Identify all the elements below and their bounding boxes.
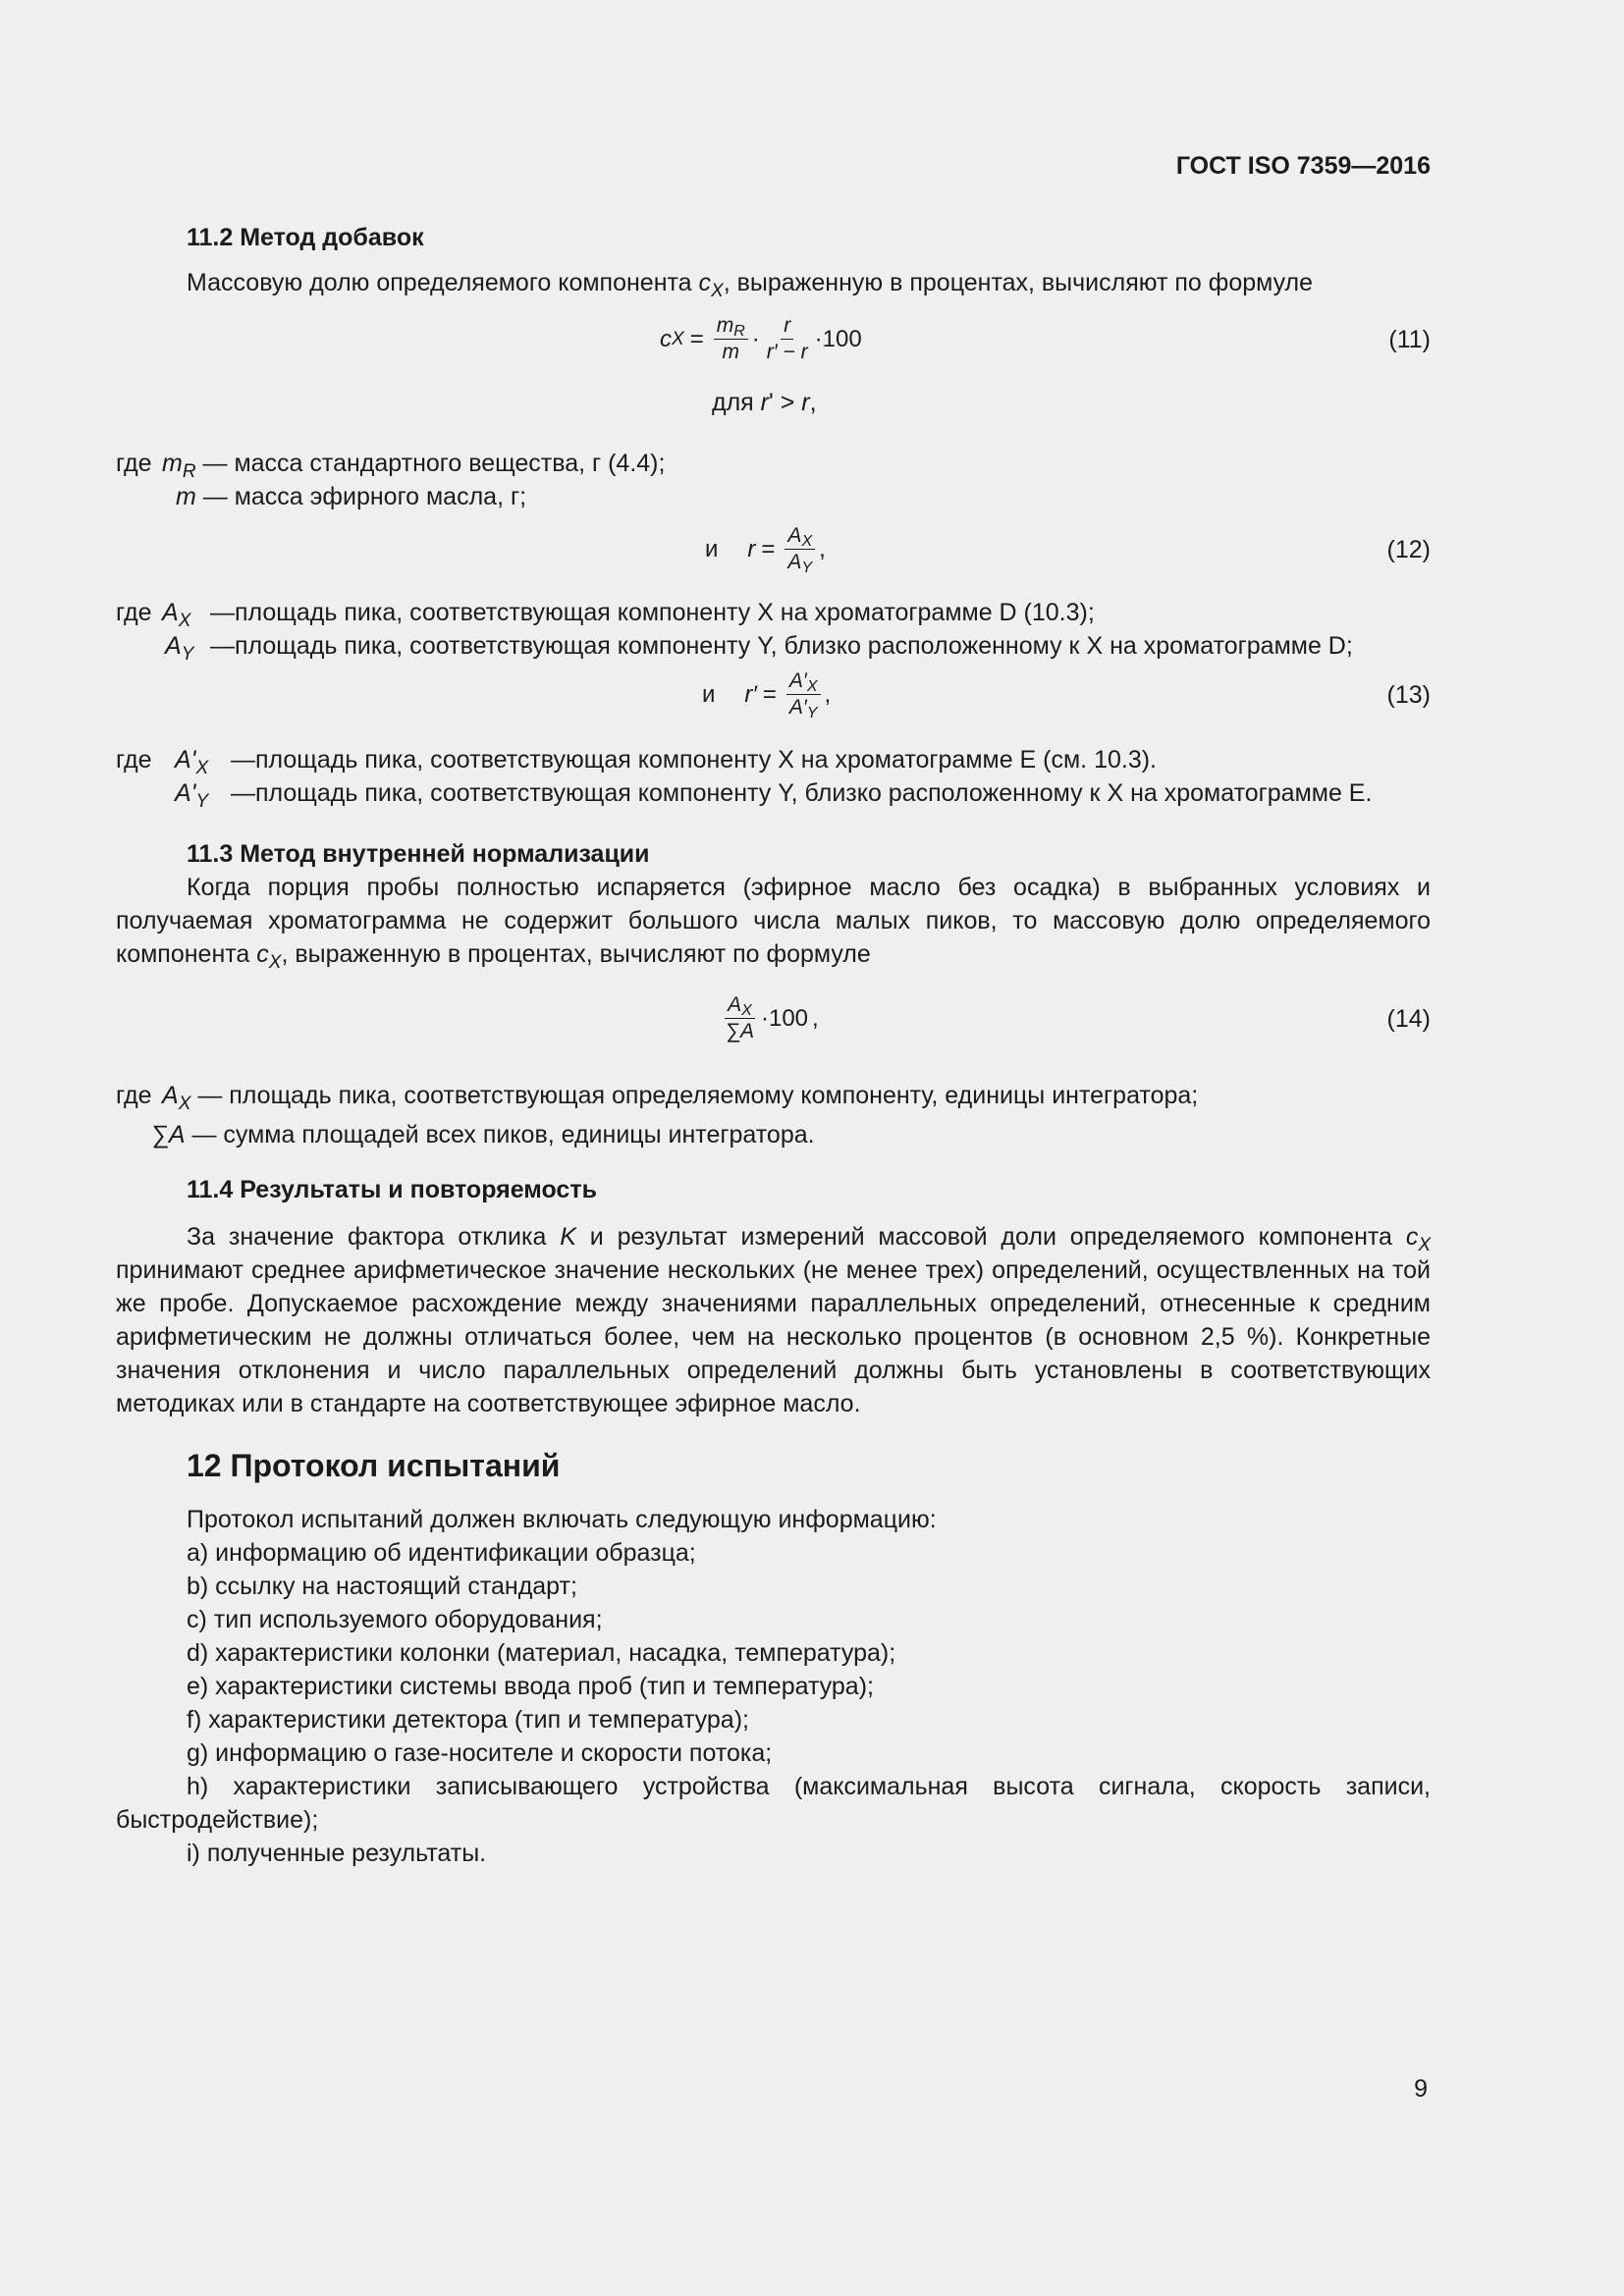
section-11-4-paragraph: За значение фактора отклика K и результат измерений массовой доли определяемого компонента $c_X$ принимают среднее арифметическое значение нескольких (не менее трех) определений, осуществленных на той же пробе. Допускаемое расхождение между значениями параллельных определений, отнесенные к средним арифметическим не должны отличаться более, чем на несколько процентов (в основном 2,5 %). Конкретные значения отклонения и число параллельных определений должны быть установлены в соответствующих методиках или в стандарте на соответствующее эфирное масло.: [116, 1223, 1432, 1417]
formula-11-definitions: [116, 447, 1431, 513]
formula-14-definitions: [116, 1079, 1431, 1151]
fraction-normalization: $\frac{A_X}{\sum A}$: [726, 993, 754, 1042]
formula-12-number: (12): [1386, 536, 1431, 563]
fraction-mass-ratio: $\frac{m_R}{m}$: [714, 313, 748, 365]
formula-13: [116, 668, 1431, 735]
section-11-3-title: 11.3 Метод внутренней нормализации: [187, 840, 650, 868]
definition-row: где $m_R$ — масса стандартного вещества, г (4.4);: [116, 450, 666, 482]
formula-11-number: (11): [1388, 326, 1431, 353]
section-11-4-title: 11.4 Результаты и повторяемость: [187, 1176, 597, 1203]
formula-12: [116, 523, 1431, 588]
definition-row: ∑A — сумма площадей всех пиков, единицы интегратора.: [151, 1121, 815, 1148]
document-header: ГОСТ ISO 7359—2016: [1175, 152, 1431, 180]
formula-14: [116, 992, 1431, 1061]
list-item: c) тип используемого оборудования;: [187, 1606, 603, 1633]
section-11-2-intro: Массовую долю определяемого компонента $c_X$, выраженную в процентах, вычисляют по формуле: [187, 269, 1314, 301]
list-item: h) характеристики записывающего устройства (максимальная высота сигнала, скорость записи, быстродействие);: [116, 1773, 1431, 1834]
section-12-intro: Протокол испытаний должен включать следующую информацию:: [187, 1506, 937, 1533]
formula-12-expression: и r = $\frac{A_X}{A_Y}$ ,: [705, 524, 826, 576]
formula-13-expression: и r′ = $\frac{A'_X}{A'_Y}$ ,: [702, 669, 832, 721]
definition-row: где $A_X$ — площадь пика, соответствующая компоненту X на хроматограмме D (10.3);: [116, 599, 1095, 631]
section-11-3-paragraph: Когда порция пробы полностью испаряется (эфирное масло без осадка) в выбранных условиях и получаемая хроматограмма не содержит большого числа малых пиков, то массовую долю определяемого компонента $c_X$, выраженную в процентах, вычисляют по формуле: [116, 874, 1431, 973]
formula-11: [116, 313, 1431, 384]
fraction-area-ratio-prime: $\frac{A'_X}{A'_Y}$: [786, 668, 821, 721]
list-item: i) полученные результаты.: [187, 1840, 487, 1867]
definition-row: $A_Y$ — площадь пика, соответствующая компоненту Y, близко расположенному к X на хроматограмме D;: [165, 632, 1353, 665]
section-12-title: 12 Протокол испытаний: [187, 1448, 561, 1483]
formula-14-expression: $\frac{A_X}{\sum A}$ ·100 ,: [719, 992, 819, 1044]
page-content: [116, 221, 1431, 1870]
formula-13-number: (13): [1386, 681, 1431, 709]
protocol-list: [116, 1536, 1431, 1870]
section-11-2-title: 11.2 Метод добавок: [187, 224, 424, 251]
definition-row: $A'_Y$ — площадь пика, соответствующая компоненту Y, близко расположенному к X на хроматограмме E.: [175, 779, 1373, 812]
definition-row: где $A'_X$ — площадь пика, соответствующая компоненту X на хроматограмме E (см. 10.3).: [116, 746, 1157, 778]
page-number: 9: [1414, 2075, 1428, 2103]
list-item: g) информацию о газе-носителе и скорости потока;: [187, 1739, 773, 1767]
formula-12-definitions: [116, 596, 1431, 663]
fraction-r-ratio: $\frac{r}{r' - r}$: [766, 314, 808, 363]
list-item: e) характеристики системы ввода проб (тип и температура);: [187, 1673, 874, 1700]
definition-row: где $A_X$ — площадь пика, соответствующая определяемому компоненту, единицы интегратора;: [116, 1082, 1199, 1114]
fraction-area-ratio: $\frac{A_X}{A_Y}$: [785, 523, 815, 575]
list-item: b) ссылку на настоящий стандарт;: [187, 1573, 577, 1600]
formula-11-condition: для r' > r,: [712, 389, 817, 416]
formula-14-number: (14): [1386, 1005, 1431, 1033]
formula-13-definitions: [116, 743, 1431, 810]
list-item: f) характеристики детектора (тип и температура);: [187, 1706, 749, 1734]
definition-row: m — масса эфирного масла, г;: [176, 483, 527, 510]
list-item: a) информацию об идентификации образца;: [187, 1539, 696, 1567]
formula-11-expression: c X = $\frac{m_R}{m}$ · $\frac{r}{r' - r}$ ·100: [660, 314, 862, 363]
list-item: d) характеристики колонки (материал, насадка, температура);: [187, 1639, 896, 1667]
